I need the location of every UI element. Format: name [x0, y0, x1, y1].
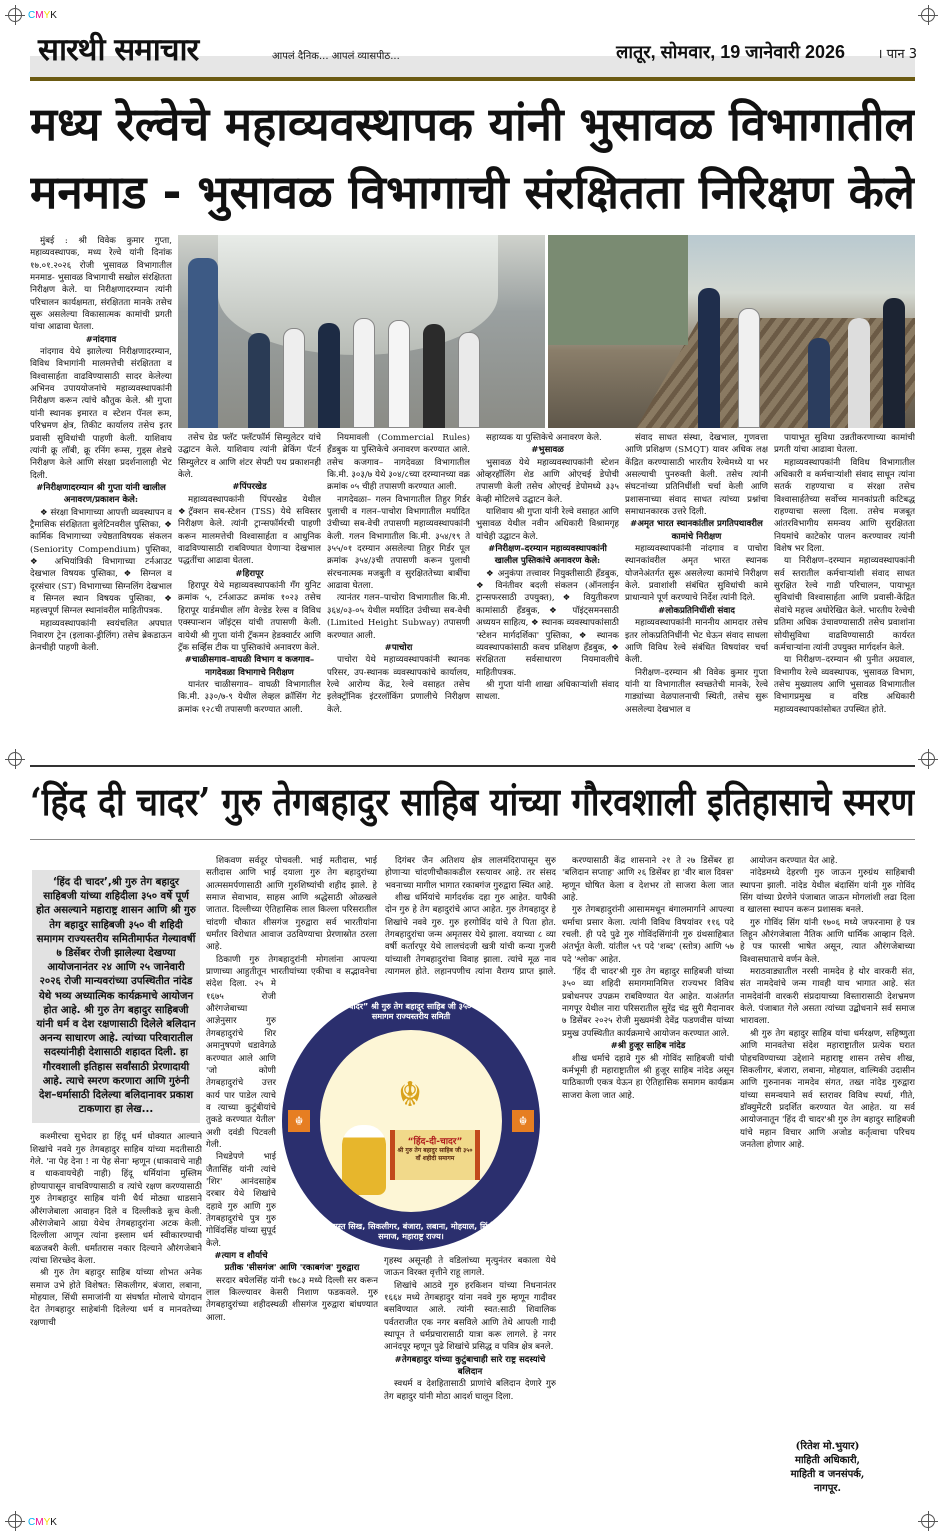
- author-city: नागपूर.: [813, 1483, 842, 1494]
- dateline: लातूर, सोमवार, 19 जानेवारी 2026: [616, 42, 845, 62]
- paragraph: याशिवाय श्री गुप्ता यांनी रेल्वे वसाहत आणि भुसावळ येथील नवीन अधिकारी विश्रामगृह यांचेही उद्घाटन केले.: [476, 507, 619, 542]
- khanda-icon: ☬: [512, 1110, 534, 1132]
- paragraph: कश्मीरचा सुभेदार हा हिंदू धर्म धोक्यात आल्याने शिखांचे नववे गुरु तेगबहादुर साहिब यांच्या मदतीसाठी गेले. 'ना पेह देना ! ना पेह सेना' म्हणून (धाकावाचे नाही व धाकवायचेही नाही) हिंदू धर्मियांना मुस्लिम होण्यापासून वाचविण्यासाठी व त्यांचे रक्षण करण्यासाठी गुरु तेगबहादुर साहिब यांनी धैर्य मोठ्या धाडसाने औरंगजेबाला आवाहन दिले व दिल्लीकडे कूच केली. औरंगजेबाने आग्रा येथेच तेगबहादुरांना अटक केली. दिल्लीला आणून त्यांना इस्लाम धर्म स्वीकारण्याची बळजबरी केली. धर्मांतरास नकार दिल्याने औरंगजेबाने त्यांचा शिरच्छेद केला.: [30, 1132, 202, 1266]
- paragraph: आयोजन करण्यात येत आहे.: [750, 856, 838, 866]
- paragraph: महाव्यवस्थापकांनी विविध विभागातील अधिकारी व कर्मचाऱ्यांशी संवाद साधून त्यांना सतर्क राहण्याचा व संरक्षा तसेच विश्वासार्हतेच्या सर्वोच्च मानकांप्रती कटिबद्ध राहण्याचा सल्ला दिला. तसेच मजबूत आंतरविभागीय समन्वय आणि सुरक्षितता नियमांचे काटेकोर पालन करण्यावर त्यांनी विशेष भर दिला.: [774, 457, 915, 555]
- paragraph: नांदेडमध्ये देहरणी गुरु जाऊन गुरुग्रंथ साहिबाची स्थापना झाली. नांदेड येथील बंदासिंग यांनी गुरु गोविंद सिंग यांच्या प्रेरणेने पंजाबात जाऊन मोगलांशी लढा दिला व खालसा स्थापन करून प्रशासक बनले.: [740, 868, 915, 916]
- registration-mark: [921, 752, 935, 766]
- paragraph: नागदेवळा– गलन विभागातील तिहुर गिर्डर पुलाची व गलन–पाचोरा विभागातील मर्यादित उंचीच्या सब-वेची तपासणी महाव्यवस्थापकांनी केली. गलन विभागातील कि.मी. ३५४/१९ ते ३५५/०१ दरम्यान असलेल्या तिहुर गिर्डर पूल क्रमांक ३५४/३ची तपासणी करून पुलाची संरचनात्मक मजबुती व सुरक्षिततेच्या बाबींचा आढावा घेतला.: [327, 494, 470, 592]
- paragraph: गुरु तेगबहादुरांनी आसाममधून बंगालमार्गाने आपल्या धर्माचा प्रसार केला. त्यांनी विविध विषयांवर ११६ पदे रचली. ही पदे पुढे गुरु गोविंदसिंगांनी गुरु ग्रंथसाहिबात अंतर्भूत केली. यांतील ५९ पदे 'शब्द' (स्तोत्र) आणि ५७ पदे 'श्लोक' आहेत.: [562, 905, 734, 965]
- paragraph: ठिकाणी गुरु तेगबहादुरांनी मोगलांना आपल्या प्राणाच्या आहुतीतून भारतीयांच्या एकीचा व सद्भावनेचा संदेश दिला. २५ मे १६७५ रोजी औरंगजेबाच्या आज्ञेनुसार गुरु तेगबहादुरांचे शिर अमानुषपणे धडावेगळे करण्यात आले आणि 'जो कोणी तेगबहादुरांचे उत्तर कार्य पार पाडेल त्याचे व त्याच्या कुटुंबीयांचे तुकडे करण्यात येतील' अशी दवंडी पिटवली गेली.: [206, 954, 377, 1150]
- paragraph: शिकवण सर्वदूर पोचवली. भाई मतीदास, भाई सतीदास आणि भाई दयाला गुरु तेग बहादुरांच्या आत्मसमर्पणासाठी आणि गुरुशिष्यांची शहीद झाले. हे समाज सेवाभाव, साहस आणि श्रद्धेसाठी ओळखले जातात. दिल्लीच्या ऐतिहासिक लाल किल्ला परिसरातील चांदणी चौकात शीसगंज गुरुद्वारा सर्व भारतीयांना धर्मांतर विरोधात आवाज उठविण्याचा प्रेरणास्रोत ठरला आहे.: [206, 856, 377, 953]
- paragraph: या निरीक्षण–दरम्यान महाव्यवस्थापकांनी सर्व स्तरातील कर्मचाऱ्यांशी संवाद साधत सुरक्षित रेल्वे गाडी परिचालन, पायाभूत सुविधांची विश्वासार्हता आणि प्रवासी-केंद्रित सेवांचे महत्त्व अधोरेखित केले. भारतीय रेल्वेची प्रतिमा अधिक उंचावण्यासाठी तसेच प्रवाशांना सोयीसुविधा वाढविण्यासाठी कार्यरत कर्मचाऱ्यांना त्यांनी उपयुक्त मार्गदर्शन केले.: [774, 556, 915, 653]
- headline-line: मध्य रेल्वेचे महाव्यवस्थापक यांनी भुसावळ विभागातील: [30, 97, 915, 151]
- subheading: #चाळीसगाव–वाघळी विभाग व कजगाव– नागदेवळा विभागाचे निरीक्षण: [184, 655, 315, 678]
- paragraph: मराठवाड्यातील नरसी नामदेव हे थोर वारकरी संत, संत नामदेवांचे जन्म गावही याच भागात आहे. संत नामदेवांनी वारकरी संप्रदायाच्या विस्तारासाठी देशभ्रमण केले. पंजाबात गेले असता त्यांच्या उद्बोधनाने सर्व समाज भारावला.: [740, 967, 915, 1027]
- paragraph: शीख धर्माचे दहावे गुरु श्री गोविंद साहिबजी यांची कर्मभूमी ही महाराष्ट्रातील श्री हुजूर साहिब नांदेड असून याठिकाणी एकत्र येऊन हा ऐतिहासिक समागम कार्यक्रम साजरा केला जात आहे.: [562, 1053, 734, 1101]
- feature-intro-box: ‘हिंद दी चादर’,श्री गुरु तेग बहादुर साहिबजी यांच्या शहिदीला ३५० वर्षे पूर्ण होत असल्याने महाराष्ट्र शासन आणि श्री गुरु तेग बहादुर साहिबजी ३५० वी शहिदी समागम राज्यस्तरीय समितीमार्फत गेल्यावर्षी ७ डिसेंबर रोजी झालेल्या देखण्या आयोजनानंतर २४ आणि २५ जानेवारी २०२६ रोजी मान्यवरांच्या उपस्थितीत नांदेड येथे भव्य अध्यात्मिक कार्यक्रमाचे आयोजन होत आहे. श्री गुरु तेग बहादुर साहिबजी यांनी धर्म व देश रक्षणासाठी दिलेले बलिदान अनन्य साधारण आहे. त्यांच्या परिवारातील सदस्यांनीही देशासाठी शहादत दिली. हा गौरवशाली इतिहास सर्वांसाठी प्रेरणादायी आहे. त्याचे स्मरण करणारा आणि गुरुंनी देश–धर्मासाठी दिलेल्या बलिदानावर प्रकाश टाकणारा हा लेख...: [32, 870, 200, 1123]
- paragraph: सरदार बघेलसिंह यांनी १७८३ मध्ये दिल्ली सर करून लाल किल्ल्यावर केसरी निशाण फडकवले. गुरु तेगबहादुरांच्या शहीदस्थळी शीसगंज गुरुद्वारा बांधण्यात आला.: [206, 1275, 378, 1323]
- feature-headline: ‘हिंद दी चादर’ गुरु तेगबहादुर साहिब यांच्या गौरवशाली इतिहासाचे स्मरण: [30, 779, 915, 824]
- paragraph: पाचोरा येथे महाव्यवस्थापकांनी स्थानक परिसर, उप-स्थानक व्यवस्थापकांचे कार्यालय, रेल्वे आरोग्य केंद्र, रेल्वे वसाहत तसेच इलेक्ट्रॉनिक इंटरलॉकिंग प्रणालीचे निरीक्षण केले.: [327, 655, 470, 715]
- article-column: [562, 855, 734, 1508]
- cmyk-mark: CMYK: [28, 1517, 57, 1528]
- subheading: #पिंपरखेड: [232, 482, 267, 493]
- paragraph: नांदगाव येथे झालेल्या निरीक्षणादरम्यान, विविध विभागांनी मालमत्तेची संरक्षितता व विश्वासार्हता वाढविण्यासाठी सादर केलेल्या अभिनव उपाययोजनांचे महाव्यवस्थापकांनी निरीक्षण करून त्यांचे कौतुक केले. श्री गुप्ता यांनी स्थानक इमारत व स्टेशन पॅनल रूम, परिभ्रमण क्षेत्र, तिकीट कार्यालय तसेच इतर प्रवासी सुविधांची पाहणी केली. याशिवाय त्यांनी क्रू लॉबी, क्रू रनिंग रूम्स, गुड्स शेडचे निरीक्षण केले आणि संरक्षा प्रदर्शनालाही भेट दिली.: [30, 347, 172, 481]
- paragraph: यानंतर चाळीसगाव– वाघळी विभागातील कि.मी. ३३०/७-९ येथील लेव्हल क्रॉसिंग गेट क्रमांक १२८ची तपासणी करण्यात आली.: [178, 679, 321, 715]
- author-dept: माहिती व जनसंपर्क,: [790, 1469, 865, 1480]
- paragraph: श्री गुरु तेग बहादुर साहिब यांचा धर्मरक्षण, सहिष्णुता आणि मानवतेचा संदेश महाराष्ट्रातील प्रत्येक घरात पोहचविण्याच्या उद्देशाने महाराष्ट्र शासन तसेच शीख, सिकलीगर, बंजारा, लबाना, मोहयाल, वाल्मिकी उदासीन आणि गुरुनानक नामदेव संगत, तख्त नांदेड गुरुद्वारा यांच्या समन्वयाने सर्व स्तरावर विविध स्पर्धा, गीते, डॉक्युमेंटरी प्रदर्शित करण्यात येत आहेत. या सर्व आयोजनातून 'हिंद दी चादर'श्री गुरु तेग बहादुर साहिबजी यांचे महान विचार आणि अजोड कर्तृत्वाचा परिचय जनतेला होणार आहे.: [740, 1028, 915, 1150]
- feature-headline-wrap: [30, 772, 915, 832]
- article-column: [30, 868, 202, 1508]
- article-column: [30, 235, 172, 740]
- article-column: [327, 432, 470, 740]
- paragraph: श्री गुरु तेग बहादुर साहिब यांच्या शोभत अनेक समाज उभे होते विशेषत: सिकलीगर, बंजारा, लबाना, मोहयाल, सिंधी समाजांनी या संघर्षात मोलाचे योगदान देत तेगबहादुर साहेबांनी दिलेल्या धर्म व मानवतेच्या रक्षणाची: [30, 1268, 202, 1328]
- registration-mark: [921, 8, 935, 22]
- subheading: #निरीक्षण–दरम्यान महाव्यवस्थापकांनी खालील पुस्तिकांचे अनावरण केले:: [488, 544, 607, 567]
- subheading: #भुसावळ: [531, 445, 564, 456]
- subheading: #अमृत भारत स्थानकांतील प्रगतिपथावरील कामांचे निरीक्षण: [630, 519, 763, 542]
- paragraph: दिगंबर जैन अतिशय क्षेत्र लालमंदिरापासून सुरु होणाऱ्या चांदणीचौकाकडील रस्त्यावर आहे. तर संसद भवनाच्या मागील भागात रकाबगंज गुरुद्वारा स्थित आहे.: [385, 856, 556, 891]
- paragraph: महाव्यवस्थापकांनी माननीय आमदार तसेच इतर लोकप्रतिनिधींनी भेट घेऊन संवाद साधला आणि विविध रेल्वे संबंधित विषयांवर चर्चा केली.: [625, 618, 768, 666]
- poster-ring-text: “हिंद दी चादर” श्री गुरु तेग बहादुर साहिब जी ३५० वाँ शहीदी समागम राज्यस्तरीय समिती: [320, 1002, 502, 1021]
- paragraph: मुंबई : श्री विवेक कुमार गुप्ता, महाव्यवस्थापक, मध्य रेल्वे यांनी दिनांक १७.०१.२०२६ रोजी भुसावळ विभागातील मनमाड- भुसावळ विभागाची सखोल संरक्षितता निरीक्षण केले. या निरीक्षणादरम्यान त्यांनी परिचालन कार्यक्षमता, संरक्षितता मानके तसेच सुरू असलेल्या विकासात्मक कामांची प्रगती यांचा आढावा घेतला.: [30, 236, 172, 333]
- registration-mark: [8, 752, 22, 766]
- paragraph: महाव्यवस्थापकांनी स्वयंचलित अपघात निवारण ट्रेन (इलाका-ड्रीलिंग) तसेच ब्रेकडाऊन क्रेनचीही पाहणी केली.: [30, 618, 172, 654]
- paragraph: सहाय्यक या पुस्तिकेचे अनावरण केले.: [486, 433, 602, 443]
- poster-scroll: [390, 1130, 480, 1180]
- khanda-icon: ☬: [288, 1110, 310, 1132]
- article-column: [774, 432, 915, 740]
- photo-track-inspection: [548, 235, 915, 428]
- paragraph: करण्यासाठी केंद्र शासनाने २१ ते २७ डिसेंबर हा 'बलिदान सप्ताह' आणि २६ डिसेंबर हा 'वीर बाल दिवस' म्हणून घोषित केला व देशभर तो साजरा केला जात आहे.: [562, 856, 734, 904]
- paragraph: संवाद साधत संस्था, देखभाल, गुणवत्ता आणि प्रशिक्षण (SMQT) यावर अधिक लक्ष केंद्रित करण्यासाठी भारतीय रेल्वेमध्ये या भर असल्याची पुनरुक्ती केली. तसेच त्यांनी संघटनांच्या प्रतिनिधींशी चर्चा केली आणि प्रशासनाच्या संवाद साधत त्यांच्या प्रश्नांचा समाधानकारक उत्तरे दिली.: [625, 433, 768, 518]
- poster-title: “हिंद-दी-चादर”: [407, 1137, 463, 1147]
- paragraph: ❖ अनुकंपा तत्त्वावर नियुक्तीसाठी हँडबुक, ❖ विनंतीवर बदली संकलन (ऑनलाईन ट्रान्सफरसाठी उपयुक्त), ❖ वियुतीकरण कामांसाठी हँडबुक, ❖ पॉइंट्समनसाठी अध्ययन साहित्य, ❖ स्थानक व्यवस्थापकांसाठी 'स्टेशन मार्गदर्शिका' पुस्तिका, ❖ स्थानक व्यवस्थापकांसाठी कवच प्रशिक्षण हँडबुक, ❖ संरक्षितता सर्वसाधारण नियमावलीचे माहितीपत्रक.: [476, 568, 619, 678]
- paragraph: त्यानंतर गलन–पाचोरा विभागातील कि.मी. ३६४/०३-०५ येथील मर्यादित उंचीच्या सब-वेची (Limited Height Subway) तपासणी करण्यात आली.: [327, 593, 470, 641]
- author-role: माहिती अधिकारी,: [794, 1455, 861, 1466]
- subheading: #श्री हुजूर साहिब नांदेड: [610, 1041, 686, 1052]
- photo-inspection-subway: [178, 235, 545, 428]
- paragraph: शिखांचे आठवे गुरु हरकिशन यांच्या निधनानंतर १६६४ मध्ये तेगबहादुर यांना नववे गुरु म्हणून गादीवर बसविण्यात आले. त्यांनी स्वत:साठी शिवालिक पर्वतराजीत एक नगर बसविले आणि तेथे आपली गादी स्थापून ते धर्मप्रचारासाठी यात्रा करू लागले. हे नगर आनंदपूर म्हणून पुढे शिखांचे प्रसिद्ध व पवित्र क्षेत्र बनले.: [384, 1280, 556, 1353]
- article-column: [476, 432, 619, 740]
- paragraph: पायाभूत सुविधा उन्नतीकरणाच्या कामांची प्रगती यांचा आढावा घेतला.: [774, 433, 915, 456]
- paragraph: या निरीक्षण–दरम्यान श्री पुनीत अग्रवाल, विभागीय रेल्वे व्यवस्थापक, भुसावळ विभाग, तसेच मुख्यालय आणि भुसावळ विभागातील विभागप्रमुख व वरिष्ठ अधिकारी महाव्यवस्थापकांसोबत उपस्थित होते.: [774, 655, 915, 715]
- layout-spacer: [377, 855, 378, 989]
- paragraph: नियमावली (Commercial Rules) हँडबुक या पुस्तिकेचे अनावरण करण्यात आले. तसेच कजगाव– नागदेवळा विभागातील कि.मी. ३०३/७ येथे ३०४/८च्या दरम्यानच्या वक्र क्रमांक ०५ चीही तपासणी करण्यात आली.: [327, 433, 470, 493]
- top-headline: [30, 90, 915, 226]
- poster-ring-text: समस्त सिख, सिकलीगर, बंजारा, लबाना, मोहयाल, सिंधी समाज, महाराष्ट्र राज्य।: [327, 1222, 495, 1241]
- article-column: [740, 855, 915, 1430]
- headline-line: मनमाड - भुसावळ विभागाची संरक्षितता निरिक्षण केले: [30, 165, 915, 219]
- paragraph: हिरापूर येथे महाव्यवस्थापकांनी गँग युनिट क्रमांक ५, टर्नआऊट क्रमांक १०२३ तसेच हिरापूर यार्डमधील लॉग वेल्डेड रेल्स व विविध एक्स्पान्शन जॉइंट्स यांची तपासणी केली. वायेथी श्री गुप्ता यांनी ट्रॅकमन हेडक्वार्टर आणि ट्रॅक सर्व्हिस टीक या पुस्तिकांचे अनावरण केले.: [178, 581, 321, 653]
- article-column: [178, 432, 321, 740]
- byline: [740, 1440, 915, 1496]
- guru-portrait: [342, 1125, 386, 1195]
- paragraph: तसेच ग्रेड फ्लॅट फ्लॅटफॉर्म सिम्युलेटर यांचे उद्घाटन केले. याशिवाय त्यांनी ब्रेकिंग पॅटर्न सिम्युलेटर व आणि शंटर सेफ्टी पथ प्रकाशनही केले.: [178, 433, 321, 481]
- paragraph: 'हिंद दी चादर'श्री गुरु तेग बहादुर साहिबजी यांच्या ३५० व्या शहिदी समागमानिमित्त राज्यभर विविध प्रबोधनपर उपक्रम राबविण्यात येत आहेत. याअंतर्गत नागपूर येथील नारा परिसरातील सुरेंद्र चंद्र सुरी मैदानावर ७ डिसेंबर २०२५ रोजी मुख्यमंत्री देवेंद्र फडणवीस यांच्या प्रमुख उपस्थितीत कार्यक्रमाचे आयोजन करण्यात आले.: [562, 967, 734, 1039]
- subheading: #त्याग व शौर्याचे प्रतीक 'सीसगंज' आणि 'रकाबगंज' गुरुद्वारा: [214, 1251, 360, 1274]
- paragraph: निरीक्षण–दरम्यान श्री विवेक कुमार गुप्ता यांनी या विभागातील स्वच्छतेची मानके, रेल्वे गाड्यांच्या वेळपालनाची स्थिती, तसेच सुरू असलेल्या देखभाल व: [625, 667, 768, 715]
- author-name: (रितेश मो.भुयार): [795, 1441, 860, 1452]
- paragraph: शीख धर्मियांचे मार्गदर्शक दहा गुरु आहेत. यापैकी दोन गुरु हे तेग बहादुरांचे आप्त आहेत. गुरु तेगबहादुर हे शिखांचे नववे गुरु. गुरु हरगोविंद यांचे ते पिता होत. तेगबहादुरांचा जन्म अमृतसर येथे झाला. वयाच्या ८ व्या वर्षी कर्तारपूर येथे लालचंदजी खत्री यांची कन्या गुजरी यांच्याशी तेगबहादुरांचा विवाह झाला. त्यांचे मूळ नाव त्यागमल होते. लहानपणीच त्यांना वैराग्य प्राप्त झाले. गृहस्थ असूनही ते वडिलांच्या मृत्युनंतर बकाला येथे जाऊन विरक्त वृत्तीने राहू लागले.: [384, 893, 556, 1279]
- masthead-rule: [30, 77, 915, 81]
- cmyk-mark: CMYK: [28, 10, 57, 21]
- subheading: #निरीक्षणादरम्यान श्री गुप्ता यांनी खालील अनावरण/प्रकाशन केले:: [36, 482, 166, 506]
- paragraph: भुसावळ येथे महाव्यवस्थापकांनी स्टेशन ओव्हरहॉलिंग शेड आणि ओएचई डेपोची तपासणी केली तसेच ओएचई डेपोमध्ये ३३५ केव्ही मोटिलचे उद्घाटन केले.: [476, 457, 619, 505]
- poster-subtitle: श्री गुरु तेग बहादुर साहिब जी ३५० वाँ शहीदी समागम: [397, 1147, 473, 1162]
- ik-onkar-icon: ☬: [398, 1075, 423, 1115]
- paragraph: महाव्यवस्थापकांनी नांदगाव व पाचोरा स्थानकांवरील अमृत भारत स्थानक योजनेअंतर्गत सुरू असलेल्या कामांचे निरीक्षण केले. प्रवाशांशी संबंधित सुविधांची कामे प्राधान्याने पूर्ण करण्याचे निर्देश त्यांनी दिले.: [625, 544, 768, 604]
- subheading: #लोकप्रतिनिधींशी संवाद: [658, 605, 735, 616]
- subheading: #हिरापूर: [235, 568, 264, 579]
- article-column: [625, 432, 768, 740]
- paragraph: निधडेपणे भाई जैतासिंह यांनी त्यांचे 'शिर' आनंदसाहेब दरबार येथे शिखांचे दहावे गुरु आणि गुरु तेगबहादुरांचे पुत्र गुरु गोविंदसिंह यांच्या सुपूर्द केले.: [206, 1152, 276, 1249]
- paragraph: श्री गुप्ता यांनी शाखा अधिकाऱ्यांशी संवाद साधला.: [476, 679, 619, 703]
- shaheedi-samagam-poster: [282, 992, 540, 1250]
- registration-mark: [8, 1514, 22, 1528]
- paragraph: स्वधर्म व देशहितासाठी प्राणांचे बलिदान देणारे गुरु तेग बहादुर यांनी मोठा आदर्श घालून दिला.: [384, 1379, 556, 1402]
- paragraph: ❖ संरक्षा विभागाच्या आपत्ती व्यवस्थापन व ट्रैमासिक संरक्षितता बुलेटिनवरील पुस्तिका, ❖ कार्मिक विभागाच्या ज्येष्ठताविषयक संकलन (Seniority Compendium) पुस्तिका, ❖ अभियांत्रिकी विभागाच्या टर्नआउट देखभाल विषयक पुस्तिका, ❖ सिग्नल व दूरसंचार (ST) विभागाच्या सिग्नलिंग देखभाल व सिग्नल स्थान विषयक पुस्तिका, ❖ महत्त्वपूर्ण सिग्नल स्थानांवरील माहितीपत्रक.: [30, 507, 172, 617]
- paragraph: महाव्यवस्थापकांनी पिंपरखेड येथील ❖ट्रॅक्शन सब-स्टेशन (TSS) येथे सविस्तर निरीक्षण केले. त्यांनी ट्रान्सफॉर्मरची पाहणी करून मालमत्तेची विश्वासार्हता व आधुनिक वाढविण्यासाठी राबविण्यात येणाऱ्या देखभाल पद्धतींचा आढावा घेतला.: [178, 494, 321, 567]
- subheading: #नांदगाव: [85, 334, 117, 345]
- registration-mark: [921, 1514, 935, 1528]
- tagline: आपलं दैनिक... आपलं व्यासपीठ...: [272, 51, 400, 62]
- subheading: #तेगबहादुर यांच्या कुटुंबाचाही सारे राष्ट्र सदस्यांचे बलिदान: [394, 1354, 546, 1378]
- subheading: #पाचोरा: [384, 642, 413, 653]
- page-number: । पान 3: [877, 47, 917, 62]
- registration-mark: [8, 8, 22, 22]
- paragraph: गुरु गोविंद सिंग यांनी १७०६ मध्ये जफरनामा हे पत्र लिहून औरंगजेबाला नैतिक आणि धार्मिक आव्हान दिले. हे पत्र फारसी भाषेत असून, त्यात औरंगजेबाच्या विश्वासघाताचे वर्णन केले.: [740, 917, 915, 965]
- newspaper-title: सारथी समाचार: [38, 32, 199, 68]
